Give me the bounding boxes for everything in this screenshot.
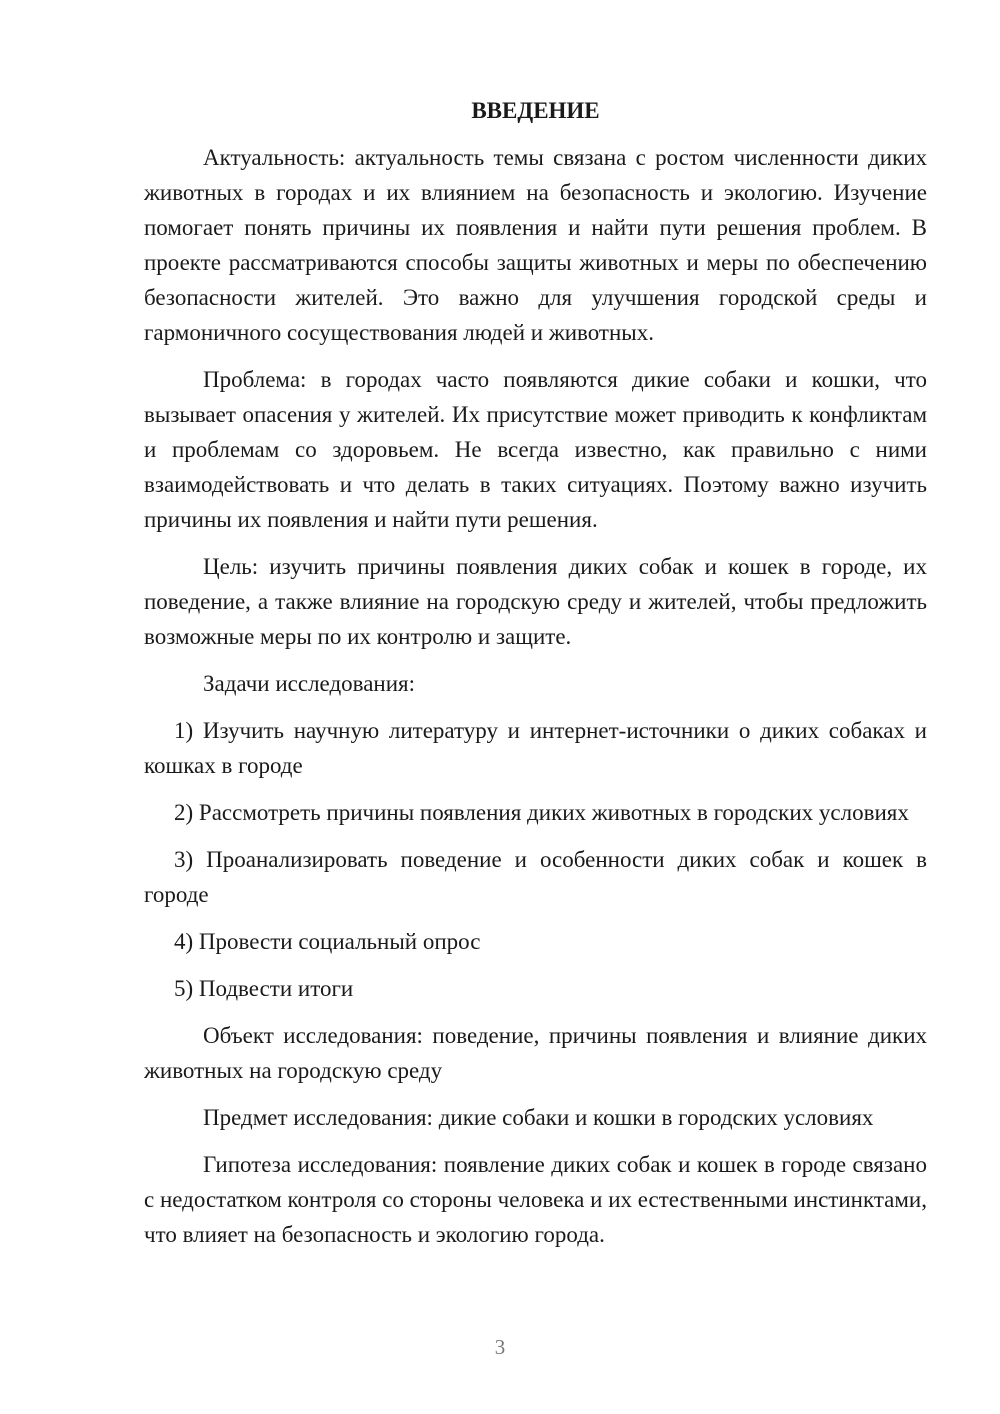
goal-paragraph: Цель: изучить причины появления диких собак и кошек в городе, их поведение, а также влияние на городскую среду и жителей, чтобы предложить возможные меры по их контролю и защите. bbox=[144, 554, 927, 649]
task-item-4: 4) Провести социальный опрос bbox=[174, 929, 481, 954]
subject-paragraph: Предмет исследования: дикие собаки и кошки в городских условиях bbox=[203, 1105, 874, 1130]
task-item-1: 1) Изучить научную литературу и интернет-источники о диких собаках и кошках в городе bbox=[144, 718, 927, 778]
task-item-5: 5) Подвести итоги bbox=[174, 976, 354, 1001]
problem-paragraph: Проблема: в городах часто появляются дикие собаки и кошки, что вызывает опасения у жителей. Их присутствие может приводить к конфликтам и проблемам со здоровьем. Не всегда известно, как правильно с ними взаимодействовать и что делать в таких ситуациях. Поэтому важно изучить причины их появления и найти пути решения. bbox=[144, 367, 927, 532]
page-content bbox=[144, 93, 927, 1264]
task-item-2: 2) Рассмотреть причины появления диких животных в городских условиях bbox=[174, 800, 909, 825]
task-item-3: 3) Проанализировать поведение и особенности диких собак и кошек в городе bbox=[144, 847, 927, 907]
object-paragraph: Объект исследования: поведение, причины появления и влияние диких животных на городскую среду bbox=[144, 1023, 927, 1083]
section-title: ВВЕДЕНИЕ bbox=[471, 98, 600, 123]
tasks-heading: Задачи исследования: bbox=[203, 671, 416, 696]
relevance-paragraph: Актуальность: актуальность темы связана с ростом численности диких животных в городах и их влиянием на безопасность и экологию. Изучение помогает понять причины их появления и найти пути решения проблем. В проекте рассматриваются способы защиты животных и меры по обеспечению безопасности жителей. Это важно для улучшения городской среды и гармоничного сосуществования людей и животных. bbox=[144, 145, 927, 345]
page-number: 3 bbox=[494, 1335, 506, 1359]
hypothesis-paragraph: Гипотеза исследования: появление диких собак и кошек в городе связано с недостатком контроля со стороны человека и их естественными инстинктами, что влияет на безопасность и экологию города. bbox=[144, 1152, 927, 1247]
